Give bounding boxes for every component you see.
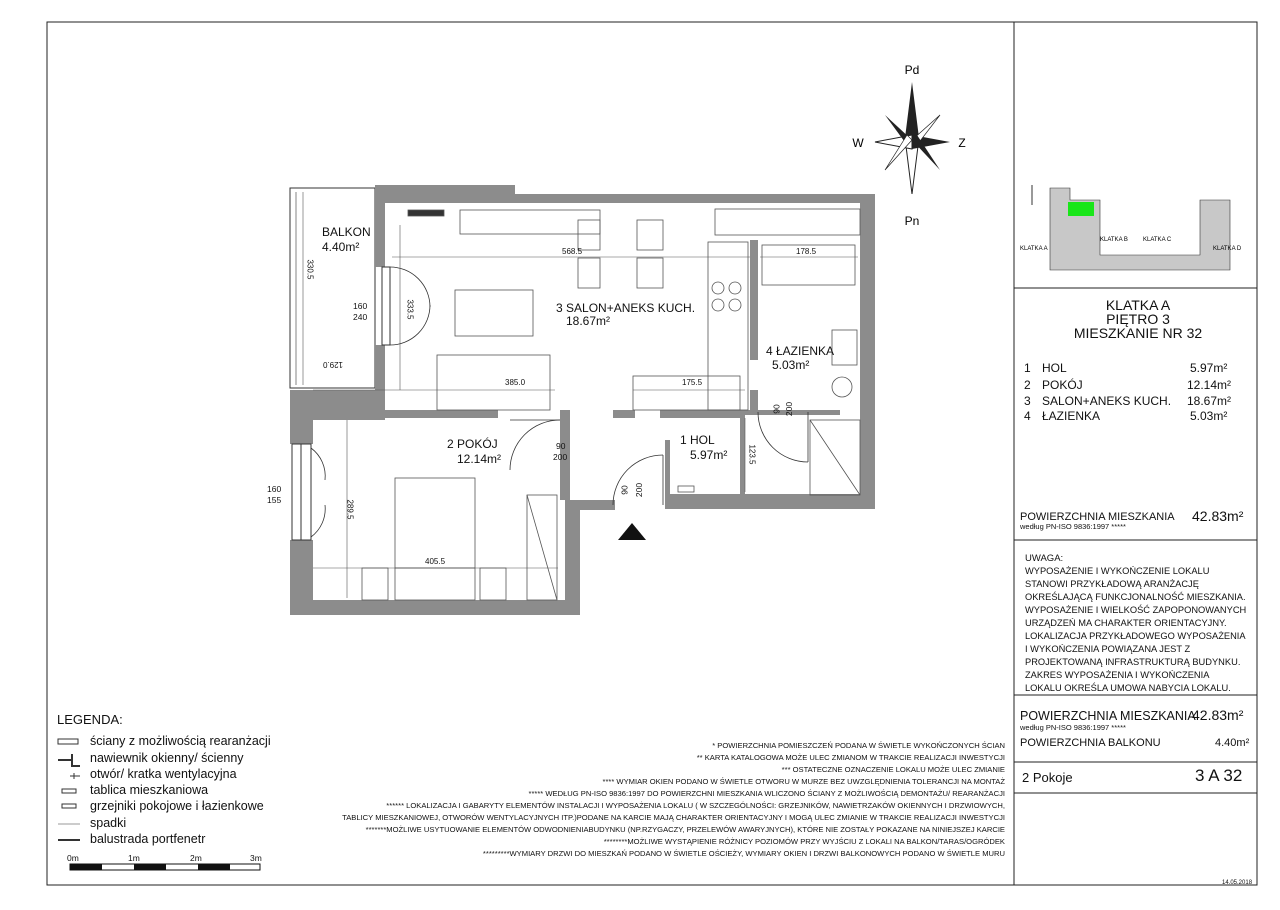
rooms-count: 2 Pokoje <box>1022 770 1073 785</box>
room-list-area: 18.67m² <box>1187 394 1232 408</box>
dimension-label: 160 <box>353 301 368 311</box>
compass-label: Pn <box>904 214 920 228</box>
notice-text: WYPOSAŻENIE I WYKOŃCZENIE LOKALU STANOWI PRZYKŁADOWĄ ARANŻACJĘ OKREŚLAJĄCĄ FUNKCJONALNOŚĆ MIESZKANIA. WYPOSAŻENIE I WIELKOŚĆ ZAPOPONOWANYCH URZĄDZEŃ MA CHARAKTER ORIENTACYJNY. LOKALIZACJA PRZYKŁADOWEGO WYPOSAŻENIA I WYKOŃCZENIA POWIĄZANA JEST Z PROJEKTOWANĄ INFRASTRUKTURĄ BUDYNKU. ZAKRES WYPOSAŻENIA I WYKOŃCZENIA LOKALU OKREŚLA UMOWA NABYCIA LOKALU. <box>1025 566 1247 693</box>
key-plan-label: KLATKA B <box>1100 237 1128 243</box>
dimension-label: 90 <box>556 441 566 451</box>
room-list-name: SALON+ANEKS KUCH. <box>1042 394 1172 408</box>
dimension-label: 200 <box>634 482 645 498</box>
legend-item: tablica mieszkaniowa <box>90 783 209 797</box>
dimension-label: 129.0 <box>323 360 344 369</box>
panel-symbol-icon <box>62 789 76 793</box>
room-area-balkon: 4.40m² <box>322 240 360 254</box>
dimension-label: 289.5 <box>345 499 355 520</box>
scale-label: 3m <box>250 853 262 863</box>
dimension-label: 200 <box>784 401 795 417</box>
dimension-label: 333.5 <box>405 299 415 320</box>
room-list-no: 4 <box>1024 409 1031 423</box>
footnote: TABLICY MIESZKANIOWEJ, OTWORÓW WENTYLACYJNYCH ITP.)PODANE NA KARCIE MAJĄ CHARAKTER ORIENTACYJNY I MOGĄ ULEC ZMIANIE W TRAKCIE REALIZACJI INWESTYCJI <box>342 813 1005 822</box>
radiator-symbol-icon <box>62 804 76 808</box>
scale-label: 2m <box>190 853 202 863</box>
area-summary-value: 42.83m² <box>1192 508 1244 524</box>
legend-item: nawiewnik okienny/ ścienny <box>90 751 244 765</box>
dimension-label: 178.5 <box>796 247 817 256</box>
legend-symbols <box>58 739 80 840</box>
dimension-label: 405.5 <box>425 557 446 566</box>
key-plan-label: KLATKA D <box>1213 246 1242 252</box>
floor-plan <box>290 185 875 615</box>
dimension-label: 90 <box>771 404 782 414</box>
legend-item: grzejniki pokojowe i łazienkowe <box>90 799 264 813</box>
dimension-label: 385.0 <box>505 378 526 387</box>
dimension-label: 330.5 <box>305 259 315 280</box>
room-name-salon: 3 SALON+ANEKS KUCH. <box>556 301 696 315</box>
scale-label: 1m <box>128 853 140 863</box>
dimension-label: 90 <box>619 485 630 495</box>
footnote: ********MOŻLIWE WYSTĄPIENIE RÓŻNICY POZIOMÓW PRZY WYJŚCIU Z LOKALI NA BALKON/TARAS/OGRÓDEK <box>603 837 1005 846</box>
footnote: *********WYMIARY DRZWI DO MIESZKAŃ PODANO W ŚWIETLE OŚCIEŻY, WYMIARY OKIEN I DRZWI BALKONOWYCH PODANO W ŚWIETLE MURU <box>482 849 1005 858</box>
notice-title: UWAGA: <box>1025 553 1064 564</box>
key-plan-label: KLATKA C <box>1143 237 1172 243</box>
opening-symbol-icon <box>70 773 80 779</box>
area-summary-label: POWIERZCHNIA MIESZKANIA <box>1020 511 1175 523</box>
apartment-highlight <box>1068 202 1094 216</box>
scale-bar <box>70 864 260 870</box>
date-stamp: 14.05.2018 <box>1222 880 1253 886</box>
dimension-label: 160 <box>267 484 282 494</box>
footnote: **** WYMIAR OKIEN PODANO W ŚWIETLE OTWORU W MURZE BEZ UWZGLĘDNIENIA TOLERANCJI NA MONTAŻ <box>602 777 1005 786</box>
footnote: ****** LOKALIZACJA I GABARYTY ELEMENTÓW INSTALACJI I WYPOSAŻENIA LOKALU ( W SZCZEGÓLNOŚCI: GRZEJNIKÓW, NAWIETRZAKÓW OKIENNYCH I DRZWIOWYCH, <box>386 801 1005 810</box>
bottom-area-label: POWIERZCHNIA MIESZKANIA <box>1020 709 1196 723</box>
room-list-no: 1 <box>1024 361 1031 375</box>
dimension-label: 200 <box>553 452 568 462</box>
bottom-area-value: 42.83m² <box>1192 707 1244 723</box>
room-list-area: 12.14m² <box>1187 378 1232 392</box>
compass-label: Z <box>958 136 966 150</box>
dimension-label: 240 <box>353 312 368 322</box>
wall-symbol-icon <box>58 739 78 744</box>
bottom-area-sub: według PN-ISO 9836:1997 ***** <box>1020 723 1126 732</box>
footnote: *******MOŻLIWE USYTUOWANIE ELEMENTÓW ODWODNIENIABUDYNKU (NP.RZYGACZY, PRZELEWÓW AWARYJNYCH), KTÓRE NIE ZOSTAŁY POKAZANE NA NINIEJSZEJ KARCIE <box>365 825 1005 834</box>
key-plan-label: KLATKA A <box>1020 246 1048 252</box>
room-name-balkon: BALKON <box>322 225 371 239</box>
balcony-area-value: 4.40m² <box>1215 737 1250 749</box>
dimension-label: 568.5 <box>562 247 583 256</box>
dimension-label: 123.5 <box>747 444 757 465</box>
vent-symbol-icon <box>58 754 80 766</box>
balcony-area-label: POWIERZCHNIA BALKONU <box>1020 737 1161 749</box>
dimension-label: 155 <box>267 495 282 505</box>
apartment-code: 3 A 32 <box>1195 766 1243 785</box>
key-plan <box>1032 185 1230 270</box>
legend-item: otwór/ kratka wentylacyjna <box>90 767 237 781</box>
legend-item: spadki <box>90 816 127 830</box>
room-list-name: POKÓJ <box>1042 378 1083 392</box>
area-summary-sub: według PN-ISO 9836:1997 ***** <box>1020 522 1126 531</box>
room-area-salon: 18.67m² <box>566 314 611 328</box>
header-line1: KLATKA A <box>1105 297 1171 313</box>
room-area-pokoj: 12.14m² <box>457 452 502 466</box>
room-list-no: 2 <box>1024 378 1031 392</box>
walls <box>290 185 875 615</box>
room-list-name: HOL <box>1042 361 1067 375</box>
footnote: *** OSTATECZNE OZNACZENIE LOKALU MOŻE ULEC ZMIANIE <box>781 765 1005 774</box>
dimension-label: 175.5 <box>682 378 703 387</box>
header-line2: PIĘTRO 3 <box>1106 311 1170 327</box>
compass-label: W <box>852 136 864 150</box>
legend-item: balustrada portfenetr <box>90 832 206 846</box>
footnote: ** KARTA KATALOGOWA MOŻE ULEC ZMIANOM W TRAKCIE REALIZACJI INWESTYCJI <box>696 753 1005 762</box>
window <box>382 267 390 345</box>
room-list-name: ŁAZIENKA <box>1042 409 1101 423</box>
legend-title: LEGENDA: <box>57 712 123 727</box>
footnote: * POWIERZCHNIA POMIESZCZEŃ PODANA W ŚWIETLE WYKOŃCZONYCH ŚCIAN <box>712 741 1005 750</box>
scale-label: 0m <box>67 853 79 863</box>
room-name-pokoj: 2 POKÓJ <box>447 437 498 451</box>
entrance-arrow-icon <box>618 523 646 540</box>
room-area-hol: 5.97m² <box>690 448 728 462</box>
footnote: ***** WEDŁUG PN-ISO 9836:1997 DO POWIERZCHNI MIESZKANIA WLICZONO ŚCIANY Z MOŻLIWOŚCIĄ DEMONTAŻU/ REARANŻACJI <box>528 789 1005 798</box>
room-list-area: 5.97m² <box>1190 361 1228 375</box>
room-name-hol: 1 HOL <box>680 433 715 447</box>
compass-rose-icon <box>875 82 950 194</box>
header-line3: MIESZKANIE NR 32 <box>1073 325 1203 341</box>
room-name-lazienka: 4 ŁAZIENKA <box>766 344 835 358</box>
room-list-no: 3 <box>1024 394 1031 408</box>
room-list-area: 5.03m² <box>1190 409 1228 423</box>
room-area-lazienka: 5.03m² <box>772 358 810 372</box>
compass-label: Pd <box>904 63 920 77</box>
legend-item: ściany z możliwością rearanżacji <box>90 734 271 748</box>
